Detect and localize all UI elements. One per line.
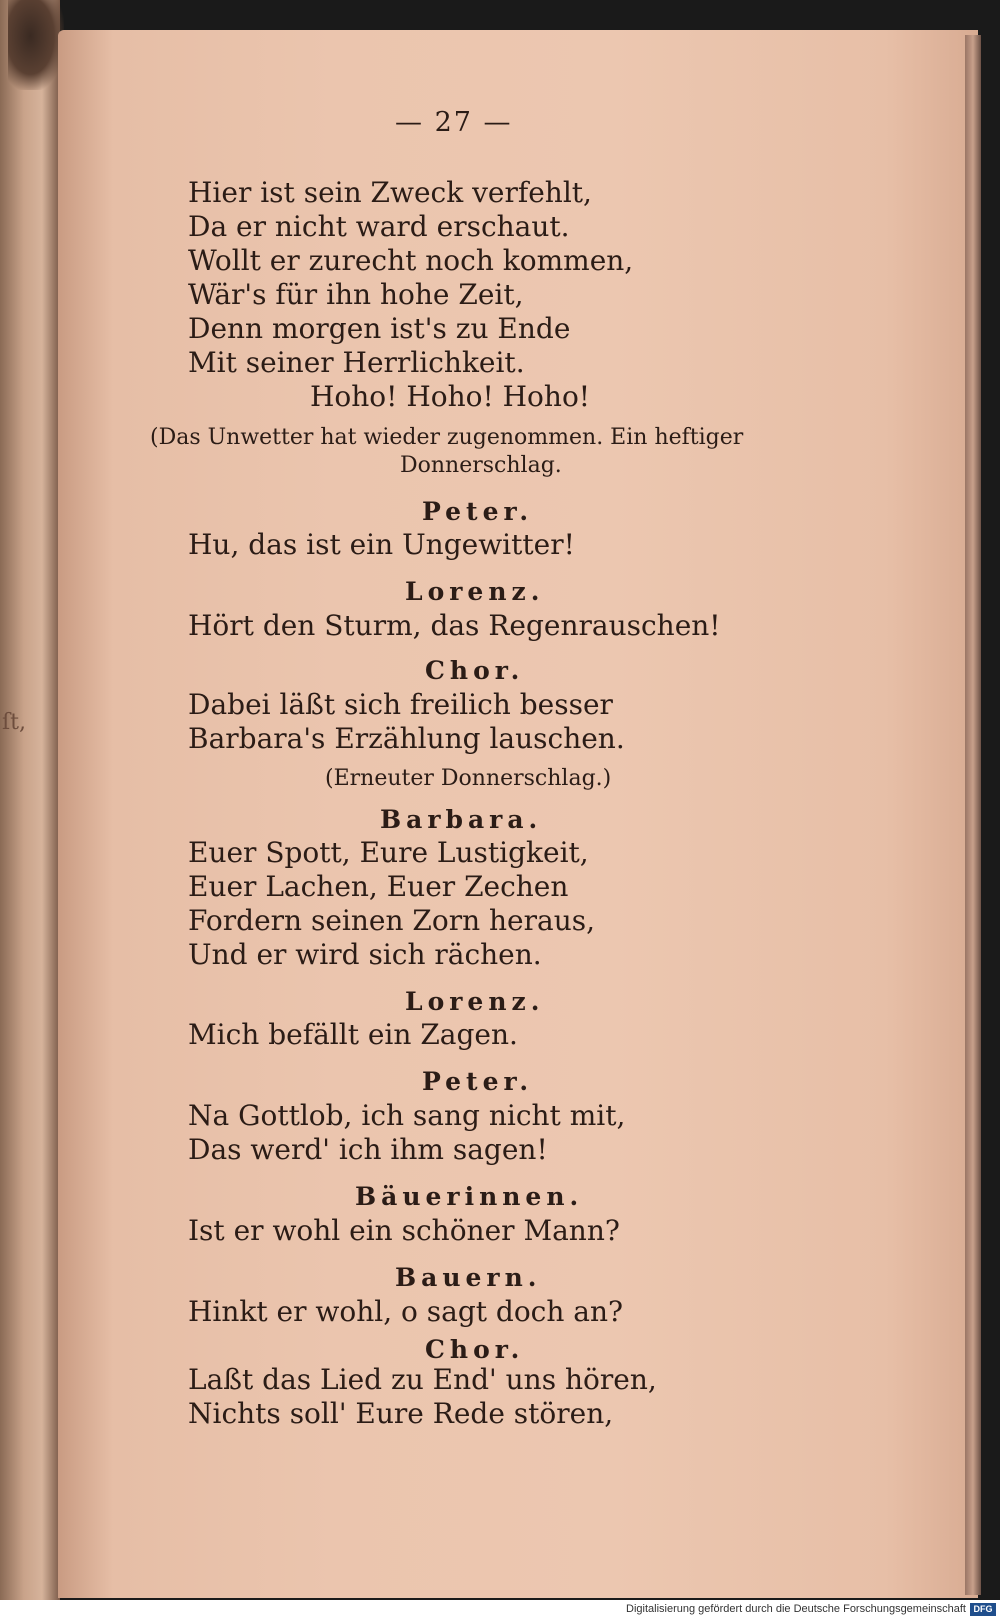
speaker-name: Peter. [422,1067,534,1096]
speaker-name: Bauern. [395,1263,542,1292]
verse-line: Euer Lachen, Euer Zechen [188,870,569,903]
speaker-name: Chor. [425,1335,525,1364]
verse-line: Hört den Sturm, das Regenrauschen! [188,609,721,642]
verse-line: Ist er wohl ein schöner Mann? [188,1214,620,1247]
verse-line: Dabei läßt sich freilich besser [188,688,613,721]
page-number: — 27 — [395,107,513,138]
verse-line: Wär's für ihn hohe Zeit, [188,278,524,311]
verse-line: Hier ist sein Zweck verfehlt, [188,176,592,209]
verse-line: Denn morgen ist's zu Ende [188,312,571,345]
verse-line: Und er wird sich rächen. [188,938,542,971]
verse-line: Mich befällt ein Zagen. [188,1018,518,1051]
facing-page-fragment: ſt, [2,710,26,735]
verse-line: Das werd' ich ihm sagen! [188,1133,548,1166]
verse-line: Mit seiner Herrlichkeit. [188,346,525,379]
speaker-name: Chor. [425,656,525,685]
speaker-name: Lorenz. [405,577,545,606]
verse-line: Hu, das ist ein Ungewitter! [188,528,575,561]
verse-line: Nichts soll' Eure Rede stören, [188,1397,614,1430]
verse-line: Wollt er zurecht noch kommen, [188,244,634,277]
verse-line: Fordern seinen Zorn heraus, [188,904,595,937]
speaker-name: Lorenz. [405,987,545,1016]
verse-line: Da er nicht ward erschaut. [188,210,570,243]
verse-line: Laßt das Lied zu End' uns hören, [188,1363,657,1396]
verse-line: Euer Spott, Eure Lustigkeit, [188,836,589,869]
digitization-credit: Digitalisierung gefördert durch die Deutsche Forschungsgemeinschaft [626,1603,966,1615]
stage-direction: (Erneuter Donnerschlag.) [325,766,612,791]
verse-line: Barbara's Erzählung lauschen. [188,722,625,755]
page-stack-edge [965,35,981,1595]
speaker-name: Peter. [422,497,534,526]
stage-direction: (Das Unwetter hat wieder zugenommen. Ein heftiger [150,425,744,450]
speaker-name: Barbara. [380,805,543,834]
verse-line: Na Gottlob, ich sang nicht mit, [188,1099,626,1132]
stage-direction: Donnerschlag. [400,453,562,478]
verse-line: Hoho! Hoho! Hoho! [310,380,591,413]
facing-page-edge [0,0,60,1600]
speaker-name: Bäuerinnen. [355,1182,584,1211]
binding-shadow [8,0,64,90]
verse-line: Hinkt er wohl, o sagt doch an? [188,1295,624,1328]
dfg-logo: DFG [970,1603,996,1616]
